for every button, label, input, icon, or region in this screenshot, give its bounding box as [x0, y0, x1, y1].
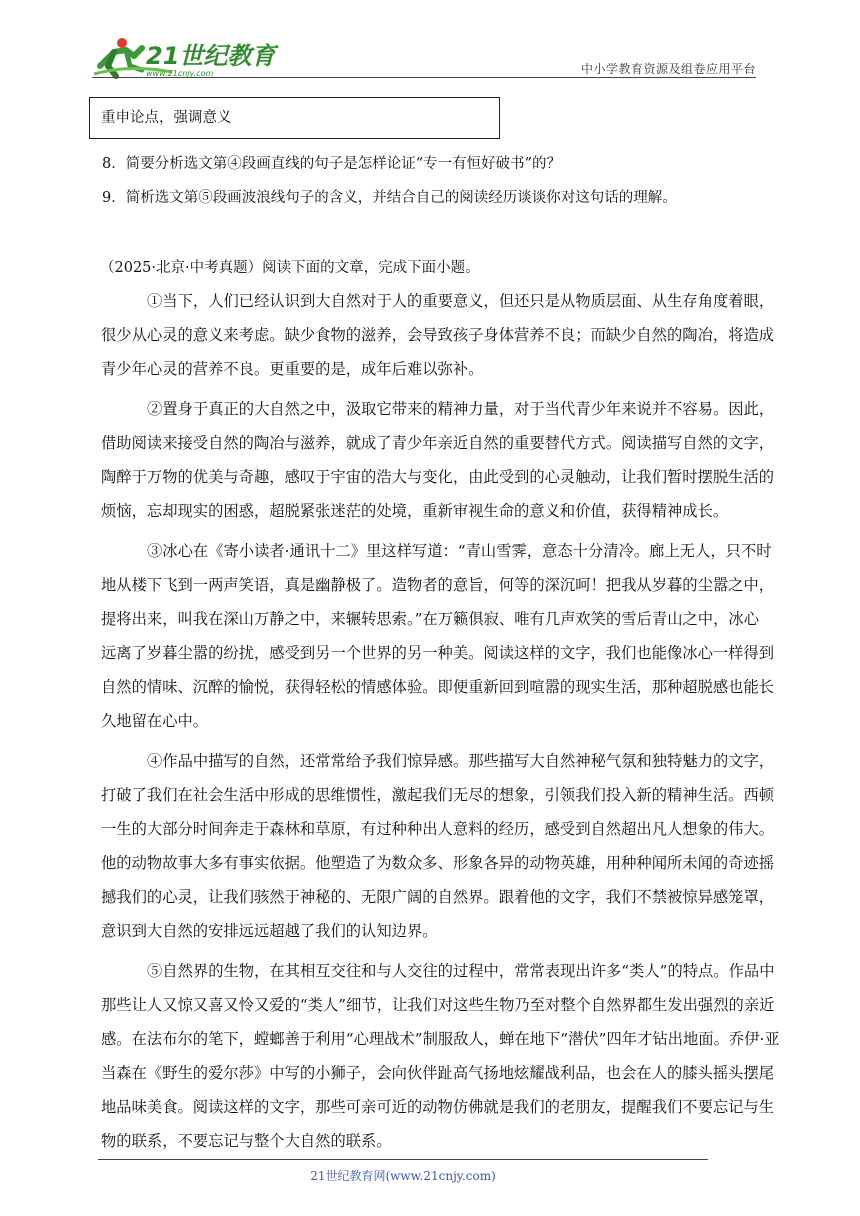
text-line: 青少年心灵的营养不良。更重要的是，成年后难以弥补。 [101, 360, 484, 378]
header-divider [92, 77, 756, 78]
text-line: 当森在《野生的爱尔莎》中写的小狮子，会向伙伴趾高气扬地炫耀战利品，也会在人的膝头摇头摆尾 [101, 1064, 775, 1082]
paragraph-3 [101, 534, 775, 738]
footer-link[interactable]: 21世纪教育网(www.21cnjy.com) [310, 1169, 496, 1183]
text-line: ②置身于真正的大自然之中，汲取它带来的精神力量，对于当代青少年来说并不容易。因此， [147, 400, 775, 418]
text-line: 很少从心灵的意义来考虑。缺少食物的滋养，会导致孩子身体营养不良；而缺少自然的陶冶，将造成 [101, 326, 775, 344]
text-line: 提将出来，叫我在深山万静之中，来辗转思索。”在万籁俱寂、唯有几声欢笑的雪后青山之中，冰心 [101, 610, 759, 628]
answer-box: 重申论点，强调意义 [89, 97, 500, 139]
paragraph-5 [101, 954, 780, 1158]
text-line: 陶醉于万物的优美与奇趣，感叹于宇宙的浩大与变化，由此受到的心灵触动，让我们暂时摆脱生活的 [101, 468, 775, 486]
runner-logo-icon [92, 36, 276, 80]
text-line: ①当下，人们已经认识到大自然对于人的重要意义，但还只是从物质层面、从生存角度着眼， [147, 292, 775, 310]
passage-source: （2025·北京·中考真题）阅读下面的文章，完成下面小题。 [100, 260, 480, 276]
article-body [101, 284, 780, 1164]
text-line: ⑤自然界的生物，在其相互交往和与人交往的过程中，常常表现出许多“类人”的特点。作品中 [147, 962, 775, 980]
site-logo[interactable] [92, 36, 276, 80]
page-header [0, 0, 860, 80]
text-line: 地品味美食。阅读这样的文字，那些可亲可近的动物仿佛就是我们的老朋友，提醒我们不要忘记与生 [101, 1098, 775, 1116]
paragraph-1 [101, 284, 775, 386]
text-line: 他的动物故事大多有事实依据。他塑造了为数众多、形象各异的动物英雄，用种种闻所未闻的奇迹摇 [101, 854, 775, 872]
platform-name: 中小学教育资源及组卷应用平台 [580, 62, 756, 76]
text-line: 打破了我们在社会生活中形成的思维惯性，激起我们无尽的想象，引领我们投入新的精神生活。西顿 [101, 786, 775, 804]
footer-divider [98, 1159, 708, 1160]
text-line: 自然的情味、沉醉的愉悦，获得轻松的情感体验。即便重新回到喧嚣的现实生活，那种超脱感也能长 [101, 678, 775, 696]
text-line: 感。在法布尔的笔下，螳螂善于利用“心理战术”制服敌人，蝉在地下“潜伏”四年才钻出地面。乔伊·亚 [101, 1030, 780, 1048]
paragraph-4 [101, 744, 775, 948]
svg-text:21世纪教育: 21世纪教育 [146, 42, 276, 70]
question-9: 9．简析选文第⑤段画波浪线句子的含义，并结合自己的阅读经历谈谈你对这句话的理解。 [102, 190, 677, 206]
text-line: ③冰心在《寄小读者·通讯十二》里这样写道：“青山雪霁，意态十分清冷。廊上无人，只不时 [147, 542, 772, 560]
text-line: 烦恼，忘却现实的困惑，超脱紧张迷茫的处境，重新审视生命的意义和价值，获得精神成长。 [101, 502, 729, 520]
text-line: 意识到大自然的安排远远超越了我们的认知边界。 [101, 922, 438, 940]
text-line: ④作品中描写的自然，还常常给予我们惊异感。那些描写大自然神秘气氛和独特魅力的文字， [147, 752, 775, 770]
paragraph-2 [101, 392, 775, 528]
text-line: 地从楼下飞到一两声笑语，真是幽静极了。造物者的意旨，何等的深沉呵！把我从岁暮的尘嚣之中， [101, 576, 775, 594]
text-line: 撼我们的心灵，让我们骇然于神秘的、无限广阔的自然界。跟着他的文字，我们不禁被惊异感笼罩， [101, 888, 775, 906]
text-line: 一生的大部分时间奔走于森林和草原，有过种种出人意料的经历，感受到自然超出凡人想象的伟大。 [101, 820, 775, 838]
text-line: 那些让人又惊又喜又怜又爱的“类人”细节，让我们对这些生物乃至对整个自然界都生发出强烈的亲近 [101, 996, 775, 1014]
text-line: 远离了岁暮尘嚣的纷扰，感受到另一个世界的另一种美。阅读这样的文字，我们也能像冰心一样得到 [101, 644, 775, 662]
question-8: 8．简要分析选文第④段画直线的句子是怎样论证“专一有恒好破书”的？ [102, 156, 562, 172]
text-line: 物的联系，不要忘记与整个大自然的联系。 [101, 1132, 392, 1150]
svg-text:www.21cnjy.com: www.21cnjy.com [146, 69, 214, 78]
text-line: 借助阅读来接受自然的陶冶与滋养，就成了青少年亲近自然的重要替代方式。阅读描写自然的文字， [101, 434, 775, 452]
text-line: 久地留在心中。 [101, 712, 209, 730]
